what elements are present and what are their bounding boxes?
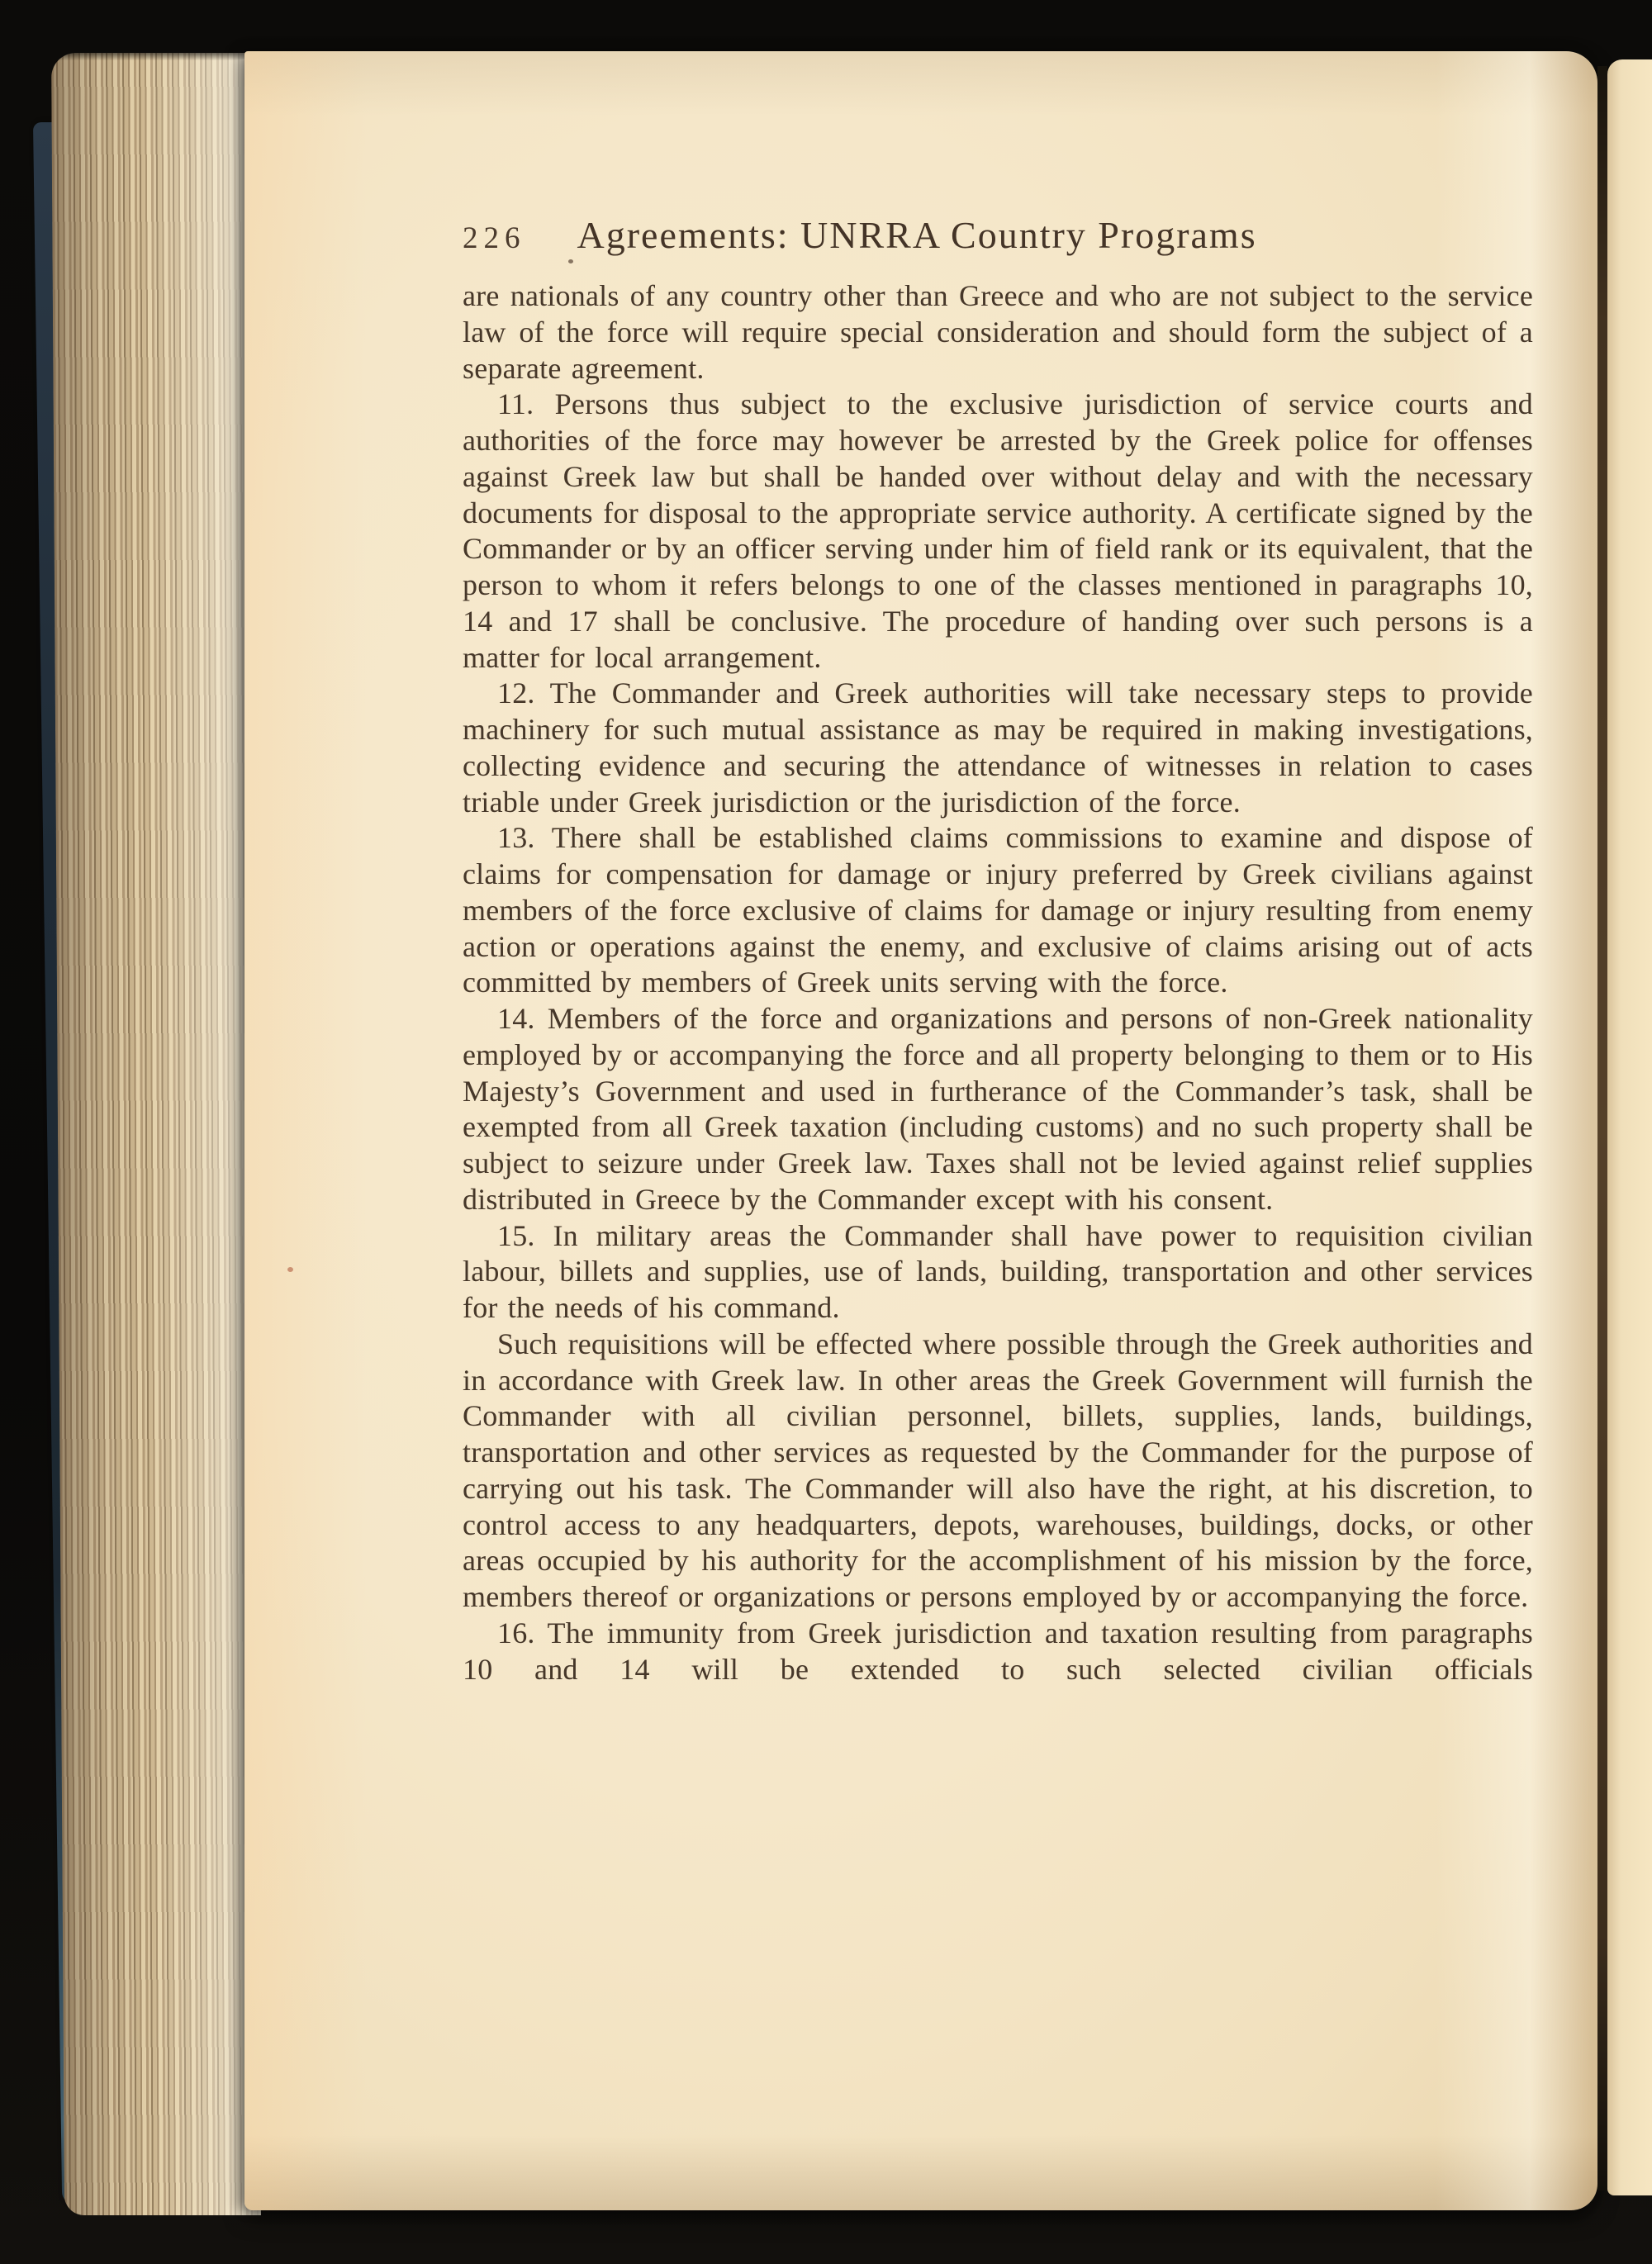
facing-page-edge [1607, 59, 1652, 2195]
book-page [244, 51, 1597, 2210]
body-text [463, 278, 1533, 1687]
paragraph: 12. The Commander and Greek authorities will take necessary steps to provide machinery for such mutual assistance as may be required in making investigations, collecting evidence and securing the attendance of witnesses in relation to cases triable under Greek jurisdiction or the jurisdiction of the force. [463, 676, 1533, 819]
page-stack-top-shadow [51, 48, 249, 63]
paragraph: 15. In military areas the Commander shall have power to requisition civilian labour, billets and supplies, use of lands, building, transportation and other services for the needs of his command. [463, 1218, 1533, 1324]
running-head: Agreements: UNRRA Country Programs [577, 214, 1257, 256]
paragraph: 14. Members of the force and organizations and persons of non-Greek nationality employed by or accompanying the force and all property belonging to them or to His Majesty’s Government and used in furtherance of the Commander’s task, shall be exempted from all Greek taxation (including customs) and no such property shall be subject to seizure under Greek law. Taxes shall not be levied against relief supplies distributed in Greece by the Commander except with his consent. [463, 1002, 1533, 1216]
paper-speck [568, 259, 573, 263]
page-header [463, 213, 1533, 257]
paragraph: are nationals of any country other than Greece and who are not subject to the service law of the force will require special consideration and should form the subject of a separate agreement. [463, 279, 1533, 385]
paragraph: 11. Persons thus subject to the exclusive jurisdiction of service courts and authorities of the force may however be arrested by the Greek police for offenses against Greek law but shall be handed over without delay and with the necessary documents for disposal to the appropriate service authority. A certificate signed by the Commander or by an officer serving under him of field rank or its equivalent, that the person to whom it refers belongs to one of the classes mentioned in paragraphs 10, 14 and 17 shall be conclusive. The procedure of handing over such persons is a matter for local arrangement. [463, 387, 1533, 674]
page-content [463, 213, 1533, 1687]
page-number: 226 [463, 221, 526, 255]
paragraph: 16. The immunity from Greek jurisdiction and taxation resulting from paragraphs 10 and 14 will be extended to such selected civilian officials [463, 1616, 1533, 1686]
paragraph: 13. There shall be established claims commissions to examine and dispose of claims for compensation for damage or injury preferred by Greek civilians against members of the force exclusive of claims for damage or injury resulting from enemy action or operations against the enemy, and exclusive of claims arising out of acts committed by members of Greek units serving with the force. [463, 821, 1533, 999]
paper-speck [287, 1267, 293, 1272]
page-stack-fore-edge [51, 53, 261, 2215]
gutter-shadow [1597, 66, 1607, 2190]
paragraph: Such requisitions will be effected where possible through the Greek authorities and in accordance with Greek law. In other areas the Greek Government will furnish the Commander with all civilian personnel, billets, supplies, lands, buildings, transportation and other services as requested by the Commander for the purpose of carrying out his task. The Commander will also have the right, at his discretion, to control access to any headquarters, depots, warehouses, buildings, docks, or other areas occupied by his authority for the accomplishment of his mission by the force, members thereof or organizations or persons employed by or accompanying the force. [463, 1327, 1533, 1613]
